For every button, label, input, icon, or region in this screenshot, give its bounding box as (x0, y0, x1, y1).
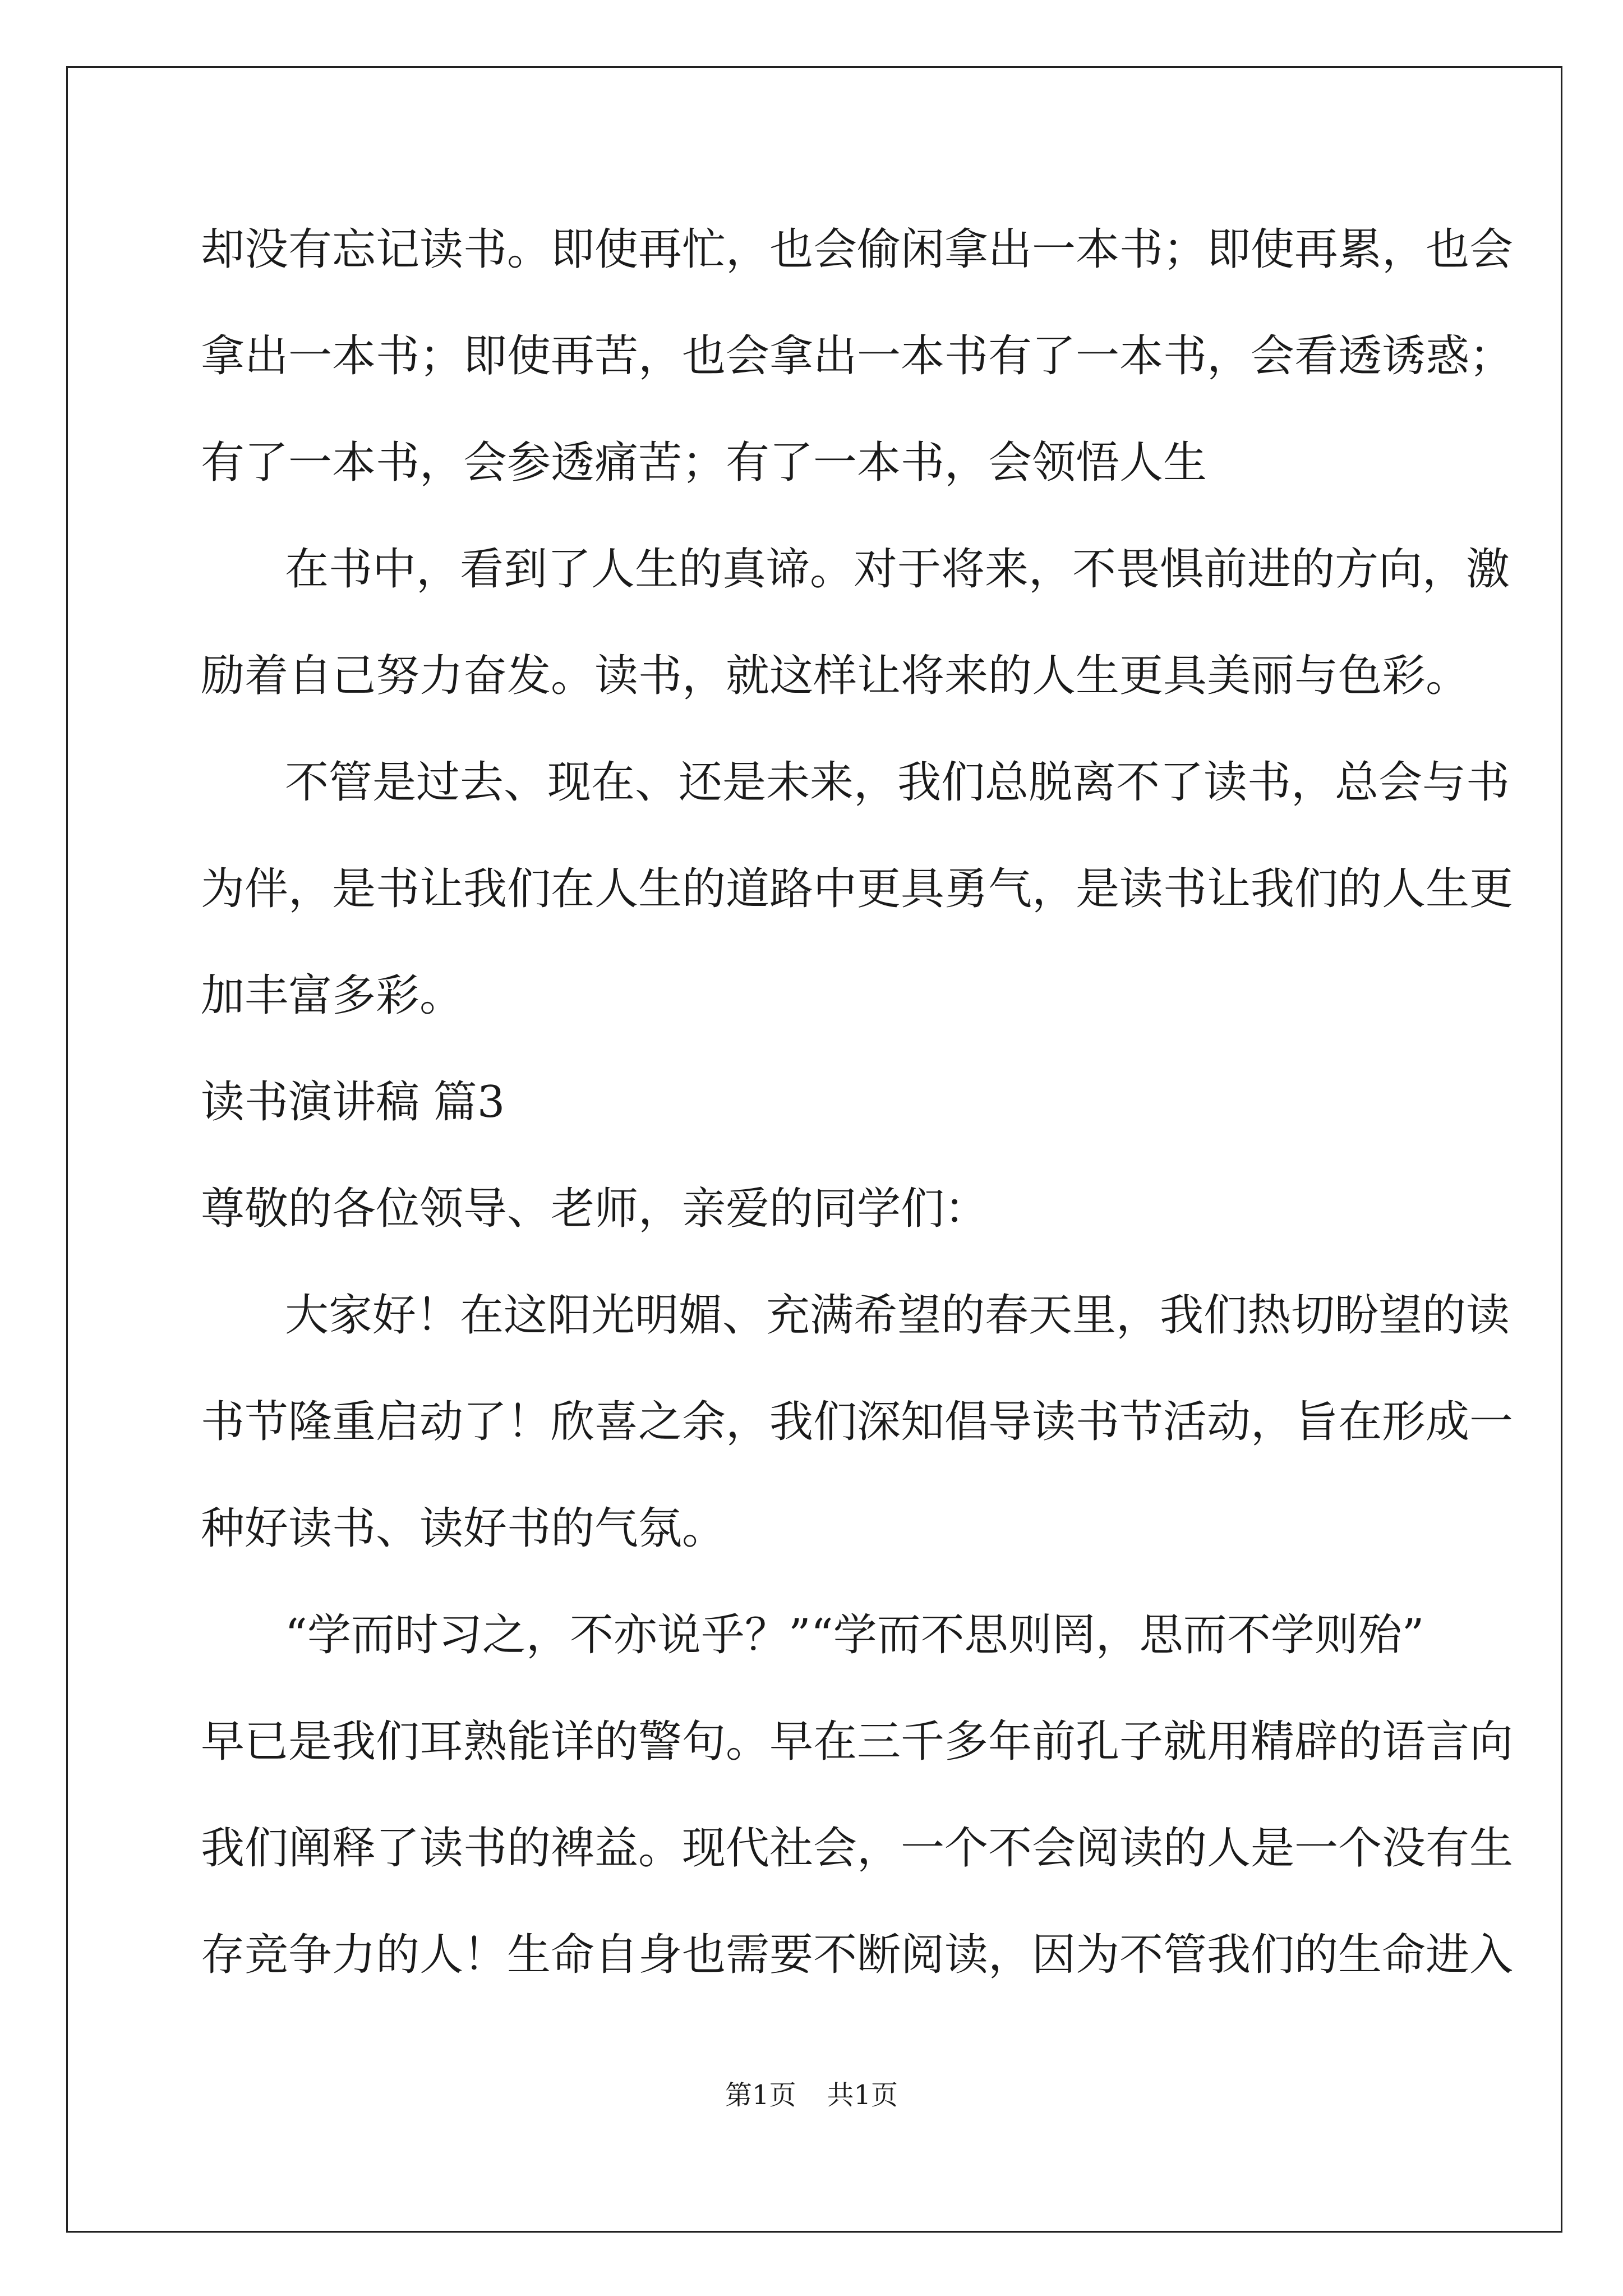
text-line-2: 拿出一本书；即使再苦，也会拿出一本书有了一本书，会看透诱惑； (201, 331, 1514, 381)
text-line-3: 有了一本书，会参透痛苦；有了一本书，会领悟人生 (201, 438, 1207, 488)
text-line-8: 加丰富多彩。 (201, 970, 464, 1021)
salutation: 尊敬的各位领导、老师，亲爱的同学们： (201, 1184, 989, 1234)
text-line-5: 励着自己努力奋发。读书，就这样让将来的人生更具美丽与色彩。 (201, 651, 1470, 701)
text-line-14: “学而时习之，不亦说乎？”“学而不思则罔，思而不学则殆” (285, 1610, 1424, 1660)
page-footer (0, 2078, 1623, 2112)
page-number: 第1页 (725, 2079, 796, 2111)
text-line-17: 存竞争力的人！生命自身也需要不断阅读，因为不管我们的生命进入 (201, 1930, 1514, 1980)
text-line-16: 我们阐释了读书的裨益。现代社会，一个不会阅读的人是一个没有生 (201, 1823, 1514, 1874)
text-line-1: 却没有忘记读书。即使再忙，也会偷闲拿出一本书；即使再累，也会 (201, 224, 1514, 275)
page-total: 共1页 (827, 2079, 898, 2111)
section-heading: 读书演讲稿 篇3 (201, 1077, 505, 1128)
text-line-11: 大家好！在这阳光明媚、充满希望的春天里，我们热切盼望的读 (285, 1290, 1510, 1341)
text-line-4: 在书中，看到了人生的真谛。对于将来，不畏惧前进的方向，激 (285, 544, 1510, 595)
text-line-12: 书节隆重启动了！欣喜之余，我们深知倡导读书节活动，旨在形成一 (201, 1397, 1514, 1447)
text-line-7: 为伴，是书让我们在人生的道路中更具勇气，是读书让我们的人生更 (201, 864, 1514, 914)
text-line-13: 种好读书、读好书的气氛。 (201, 1503, 726, 1554)
document-body (201, 216, 1514, 2028)
text-line-6: 不管是过去、现在、还是未来，我们总脱离不了读书，总会与书 (285, 757, 1510, 808)
text-line-15: 早已是我们耳熟能详的警句。早在三千多年前孔子就用精辟的语言向 (201, 1717, 1514, 1767)
